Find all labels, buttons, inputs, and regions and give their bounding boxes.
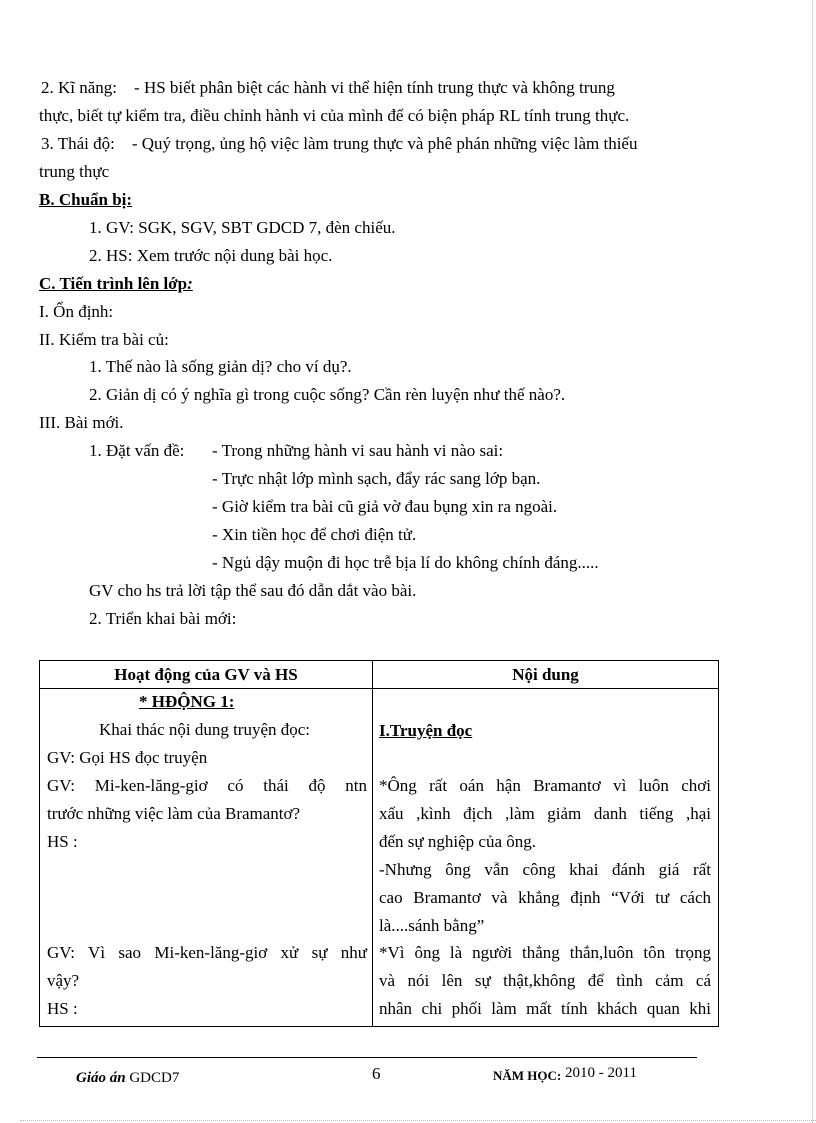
deploy-heading: 2. Triển khai bài mới: [89, 609, 237, 628]
activity-line: GV: Vì sao Mi-ken-lăng-giơ xử sự như [47, 943, 367, 962]
activity-line: trước những việc làm của Bramantơ? [47, 804, 301, 823]
check-question-1: 1. Thế nào là sống giản dị? cho ví dụ?. [89, 357, 352, 376]
footer-title [76, 1068, 179, 1088]
problem-label: 1. Đặt vấn đề: [89, 441, 185, 460]
problem-item-1: - Trong những hành vi sau hành vi nào sai: [212, 441, 504, 460]
footer-year-value: 2010 - 2011 [565, 1065, 637, 1081]
page-edge-right [812, 0, 813, 1123]
content-line: nhân chi phối làm mất tính khách quan khi [379, 999, 711, 1018]
process-heading-text: C. Tiến trình lên lớp [39, 274, 188, 293]
activity-line: vậy? [47, 971, 80, 990]
activity-heading: * HĐỘNG 1: [139, 692, 235, 711]
activity-line: Khai thác nội dung truyện đọc: [99, 720, 311, 739]
content-line: cao Bramantơ và khẳng định “Với tư cách [379, 888, 711, 907]
footer-title-italic: Giáo án [76, 1070, 126, 1086]
problem-item-5: - Ngủ dậy muộn đi học trễ bịa lí do không chính đáng..... [212, 553, 599, 572]
lesson-table [39, 660, 719, 1027]
content-line: và nói lên sự thật,không để tình cảm cá [379, 971, 711, 990]
step-1: I. Ổn định: [39, 302, 114, 321]
process-heading-colon: : [187, 274, 193, 293]
skill-line-1 [41, 78, 615, 98]
prep-item-2: 2. HS: Xem trước nội dung bài học. [89, 246, 333, 265]
check-question-2: 2. Giản dị có ý nghĩa gì trong cuộc sống? Cần rèn luyện như thế nào?. [89, 385, 566, 404]
footer-year [493, 1066, 637, 1086]
table-header-row [40, 661, 719, 689]
gv-lead: GV cho hs trả lời tập thể sau đó dẫn dắt vào bài. [89, 581, 417, 600]
prep-item-1: 1. GV: SGK, SGV, SBT GDCD 7, đèn chiếu. [89, 218, 396, 237]
activity-line: GV: Mi-ken-lăng-giơ có thái độ ntn [47, 776, 367, 795]
content-line: *Vì ông là người thẳng thắn,luôn tôn trọng [379, 943, 711, 962]
page-number: 6 [372, 1064, 381, 1083]
content-line: *Ông rất oán hận Bramantơ vì luôn chơi [379, 776, 711, 795]
attitude-text-1: - Quý trọng, ủng hộ việc làm trung thực và phê phán những việc làm thiếu [131, 134, 638, 153]
table-row [40, 689, 719, 1027]
header-activity: Hoạt động của GV và HS [40, 661, 373, 689]
activity-line: HS : [47, 832, 78, 851]
activity-line: HS : [47, 999, 78, 1018]
content-section-title: I.Truyện đọc [379, 721, 473, 740]
footer-rule [37, 1057, 697, 1058]
problem-item-2: - Trực nhật lớp mình sạch, đẩy rác sang lớp bạn. [212, 469, 541, 488]
activity-line: GV: Gọi HS đọc truyện [47, 748, 208, 767]
attitude-line-2: trung thực [39, 162, 110, 181]
skill-line-2: thực, biết tự kiểm tra, điều chỉnh hành vi của mình để có biện pháp RL tính trung thực. [39, 106, 630, 125]
skill-text-1: - HS biết phân biệt các hành vi thể hiện tính trung thực và không trung [134, 78, 615, 97]
content-line: xấu ,kình địch ,làm giảm danh tiếng ,hại [379, 804, 711, 823]
activity-cell [40, 689, 373, 1027]
page-edge-bottom [20, 1120, 816, 1121]
content-cell [373, 689, 719, 1027]
problem-item-4: - Xin tiền học để chơi điện tử. [212, 525, 417, 544]
problem-item-3: - Giờ kiểm tra bài cũ giả vờ đau bụng xin ra ngoài. [212, 497, 558, 516]
header-content: Nội dung [373, 661, 719, 689]
prep-heading: B. Chuẩn bị: [39, 190, 133, 209]
process-heading [39, 274, 193, 294]
content-line: đến sự nghiệp của ông. [379, 832, 536, 851]
attitude-label: 3. Thái độ: [41, 134, 115, 153]
step-3: III. Bài mới. [39, 413, 124, 432]
step-2: II. Kiểm tra bài củ: [39, 330, 169, 349]
content-line: -Nhưng ông vẫn công khai đánh giá rất [379, 860, 711, 879]
content-line: là....sánh bằng” [379, 916, 485, 935]
footer-subject: GDCD7 [129, 1070, 180, 1086]
attitude-line-1 [41, 134, 637, 154]
skill-label: 2. Kĩ năng: [41, 78, 118, 97]
footer-year-label: NĂM HỌC: [493, 1068, 562, 1083]
